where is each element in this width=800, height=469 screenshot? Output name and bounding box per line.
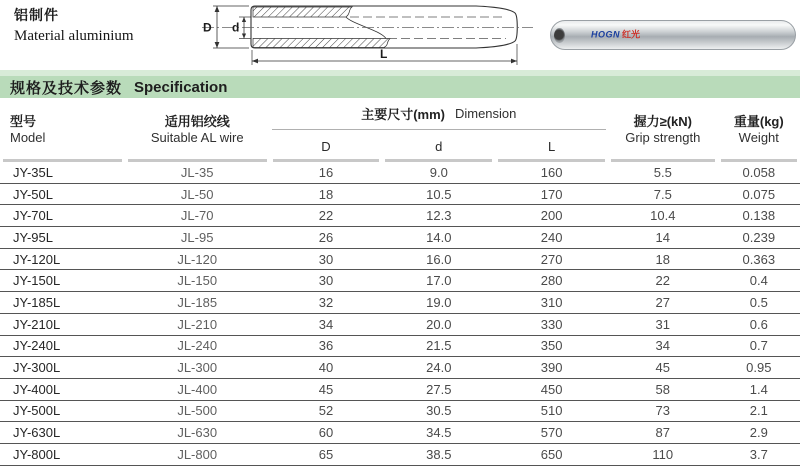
table-cell: JY-95L xyxy=(13,229,53,245)
column-header-weight-cn: 重量(kg) xyxy=(733,113,784,129)
table-row xyxy=(0,270,800,292)
brand-logo-latin: HOGN xyxy=(591,29,620,40)
table-cell: 22 xyxy=(655,273,671,289)
column-group-dimension xyxy=(270,98,608,162)
table-cell: 310 xyxy=(540,294,563,310)
table-cell: 16.0 xyxy=(426,251,452,267)
table-cell: JY-400L xyxy=(13,381,61,397)
table-cell: JY-800L xyxy=(13,446,61,462)
table-cell: 3.7 xyxy=(749,446,768,462)
table-cell: 2.9 xyxy=(749,425,768,441)
table-cell: 110 xyxy=(652,446,674,462)
table-cell: 7.5 xyxy=(653,186,672,202)
table-cell: 21.5 xyxy=(426,338,452,354)
table-row xyxy=(0,205,800,227)
table-cell: JL-240 xyxy=(177,338,218,354)
table-cell: 0.6 xyxy=(749,316,768,332)
table-cell: JY-35L xyxy=(13,164,53,180)
table-cell: JL-630 xyxy=(177,425,218,441)
table-row xyxy=(0,379,800,401)
subcolumn-L: L xyxy=(495,130,608,162)
table-cell: 17.0 xyxy=(426,273,452,289)
material-label xyxy=(14,5,134,45)
table-cell: JY-240L xyxy=(13,338,61,354)
table-cell: JL-70 xyxy=(180,208,214,224)
material-title-cn: 铝制件 xyxy=(14,7,59,23)
column-header-model-cn: 型号 xyxy=(10,113,37,129)
technical-drawing xyxy=(200,0,535,70)
table-cell: 36 xyxy=(318,338,334,354)
subcolumn-D: D xyxy=(270,130,383,162)
table-cell: JL-95 xyxy=(180,229,214,245)
table-cell: 27.5 xyxy=(426,381,452,397)
table-row xyxy=(0,162,800,184)
column-header-weight xyxy=(718,98,800,162)
table-cell: 5.5 xyxy=(653,164,672,180)
label-length: L xyxy=(380,47,388,61)
table-cell: 14 xyxy=(655,229,671,245)
table-cell: 24.0 xyxy=(426,360,452,376)
table-cell: 390 xyxy=(540,360,563,376)
table-cell: 160 xyxy=(540,164,563,180)
column-header-weight-en: Weight xyxy=(738,130,779,145)
table-row xyxy=(0,422,800,444)
table-cell: 1.4 xyxy=(749,381,768,397)
table-cell: 0.95 xyxy=(746,360,772,376)
arrowhead xyxy=(215,42,220,48)
table-cell: 650 xyxy=(540,446,563,462)
column-header-wire-cn: 适用铝绞线 xyxy=(164,113,230,129)
table-row xyxy=(0,336,800,358)
table-row xyxy=(0,314,800,336)
product-photo xyxy=(550,20,796,50)
table-cell: JL-500 xyxy=(177,403,218,419)
table-cell: JL-185 xyxy=(177,294,218,310)
table-cell: 0.5 xyxy=(749,294,768,310)
column-header-grip-en: Grip strength xyxy=(625,130,701,145)
top-section xyxy=(0,0,800,70)
table-cell: 40 xyxy=(318,360,334,376)
table-cell: 0.138 xyxy=(742,208,776,224)
table-cell: JL-120 xyxy=(177,251,218,267)
table-cell: 58 xyxy=(655,381,671,397)
table-cell: 0.075 xyxy=(742,186,776,202)
brand-logo xyxy=(591,31,640,40)
table-cell: 240 xyxy=(540,229,563,245)
table-cell: 73 xyxy=(655,403,671,419)
table-row xyxy=(0,444,800,466)
table-cell: 270 xyxy=(540,251,563,267)
table-cell: 87 xyxy=(655,425,671,441)
table-cell: JY-210L xyxy=(13,316,61,332)
table-cell: 30.5 xyxy=(426,403,452,419)
table-cell: JY-630L xyxy=(13,425,61,441)
arrowhead xyxy=(511,59,517,64)
column-group-dimension-cn: 主要尺寸(mm) xyxy=(361,107,445,122)
table-cell: 12.3 xyxy=(426,208,452,224)
table-cell: JL-35 xyxy=(180,164,214,180)
section-title-en: Specification xyxy=(134,78,228,96)
column-group-dimension-label xyxy=(272,98,606,130)
table-cell: JL-800 xyxy=(177,446,218,462)
table-cell: 27 xyxy=(655,294,671,310)
table-cell: JY-150L xyxy=(13,273,61,289)
table-cell: 34 xyxy=(655,338,671,354)
arrowhead xyxy=(215,6,220,12)
table-cell: 18 xyxy=(655,251,671,267)
table-cell: 570 xyxy=(540,425,563,441)
table-cell: JY-70L xyxy=(13,208,53,224)
table-cell: 34.5 xyxy=(426,425,452,441)
tube-bore-hole xyxy=(554,28,565,43)
table-cell: 38.5 xyxy=(426,446,452,462)
table-cell: JY-50L xyxy=(13,186,53,202)
column-header-model xyxy=(0,98,125,162)
column-header-grip-cn: 握力≥(kN) xyxy=(633,113,692,129)
column-header-wire xyxy=(125,98,270,162)
table-cell: 0.7 xyxy=(749,338,768,354)
column-header-grip xyxy=(608,98,718,162)
table-cell: 45 xyxy=(655,360,671,376)
table-cell: 22 xyxy=(318,208,334,224)
table-cell: 2.1 xyxy=(749,403,768,419)
table-cell: 330 xyxy=(540,316,563,332)
table-row xyxy=(0,249,800,271)
table-cell: 19.0 xyxy=(426,294,452,310)
table-cell: JL-50 xyxy=(180,186,214,202)
table-row xyxy=(0,227,800,249)
table-cell: JY-185L xyxy=(13,294,61,310)
arrowhead xyxy=(252,59,258,64)
table-cell: 20.0 xyxy=(426,316,452,332)
table-cell: 0.239 xyxy=(742,229,776,245)
subcolumn-d: d xyxy=(382,130,495,162)
table-cell: 26 xyxy=(318,229,334,245)
table-cell: 16 xyxy=(318,164,334,180)
table-row xyxy=(0,292,800,314)
table-row xyxy=(0,184,800,206)
table-cell: 510 xyxy=(540,403,563,419)
hatch-top xyxy=(253,7,352,17)
brand-logo-cn: 红光 xyxy=(622,29,641,40)
table-cell: JY-500L xyxy=(13,403,61,419)
aluminium-tube xyxy=(550,20,796,50)
dimension-subcolumns xyxy=(270,130,608,162)
table-cell: 0.363 xyxy=(742,251,776,267)
table-cell: 10.5 xyxy=(426,186,452,202)
section-title-cn: 规格及技术参数 xyxy=(10,79,123,97)
column-header-wire-en: Suitable AL wire xyxy=(150,130,244,145)
table-cell: 60 xyxy=(318,425,334,441)
table-cell: 0.058 xyxy=(742,164,776,180)
label-inner-diameter: d xyxy=(232,20,240,35)
table-cell: JL-300 xyxy=(177,360,218,376)
arrowhead xyxy=(242,17,246,22)
table-cell: 52 xyxy=(318,403,334,419)
column-group-dimension-en: Dimension xyxy=(454,106,517,121)
table-cell: JL-210 xyxy=(177,316,218,332)
label-outer-diameter: D xyxy=(203,20,212,35)
table-cell: 170 xyxy=(540,186,563,202)
table-cell: 200 xyxy=(540,208,563,224)
table-cell: 32 xyxy=(318,294,334,310)
table-cell: 9.0 xyxy=(429,164,448,180)
column-header-model-en: Model xyxy=(10,130,46,145)
table-cell: 30 xyxy=(318,273,334,289)
table-cell: JY-300L xyxy=(13,360,61,376)
table-cell: 31 xyxy=(655,316,671,332)
table-cell: 45 xyxy=(318,381,334,397)
table-row xyxy=(0,401,800,423)
section-header-bar xyxy=(0,76,800,98)
material-title-en: Material aluminium xyxy=(14,28,134,44)
table-header xyxy=(0,98,800,162)
table-cell: 14.0 xyxy=(426,229,452,245)
table-cell: 280 xyxy=(540,273,563,289)
table-cell: 30 xyxy=(318,251,334,267)
table-cell: 34 xyxy=(318,316,334,332)
table-cell: 350 xyxy=(540,338,563,354)
table-cell: 0.4 xyxy=(749,273,768,289)
hatch-bottom xyxy=(253,39,390,48)
table-cell: JY-120L xyxy=(13,251,61,267)
table-cell: 10.4 xyxy=(650,208,676,224)
table-body xyxy=(0,162,800,466)
table-cell: 450 xyxy=(540,381,563,397)
table-row xyxy=(0,357,800,379)
arrowhead xyxy=(242,34,246,39)
table-cell: 65 xyxy=(318,446,334,462)
table-cell: JL-150 xyxy=(177,273,218,289)
table-cell: JL-400 xyxy=(177,381,218,397)
table-cell: 18 xyxy=(318,186,334,202)
